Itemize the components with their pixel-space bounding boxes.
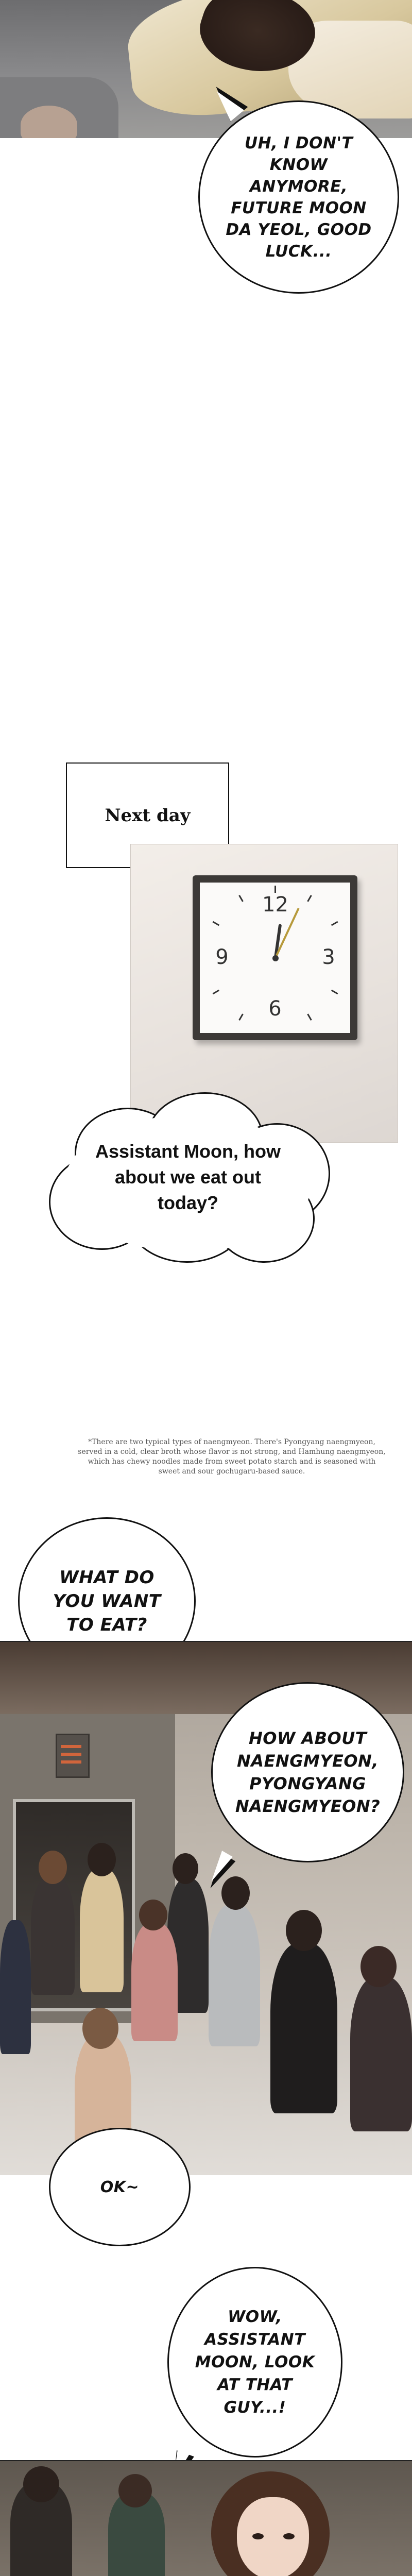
caption-text: Next day — [105, 805, 191, 826]
person-head — [118, 2474, 152, 2507]
thought-bubble-eat-out — [44, 1092, 332, 1262]
wall-sign — [56, 1734, 90, 1778]
person-head — [88, 1843, 116, 1876]
woman-face — [237, 2497, 309, 2576]
person-head — [360, 1946, 397, 1987]
clock-tick — [238, 895, 244, 902]
woman-eye — [252, 2533, 264, 2539]
bottom-panel-illustration — [0, 2460, 412, 2576]
woman-eye — [283, 2533, 295, 2539]
clock-tick — [307, 1013, 312, 1021]
bubble-text: HOW ABOUT NAENGMYEON, PYONGYANG NAENGMYEON? — [235, 1728, 381, 1816]
person-head — [173, 1853, 198, 1884]
person-figure — [350, 1977, 412, 2131]
person-figure — [131, 1923, 178, 2041]
clock-number-9: 9 — [215, 945, 229, 969]
clock-tick — [307, 895, 312, 902]
footnote-naengmyeon: *There are two typical types of naengmyeon. There's Pyongyang naengmyeon, served in a cold, clear broth whose flavor is not strong, and Hamhung naengmyeon, which has chewy noodles made from sweet potato starch and is seasoned with sweet and sour gochugaru-based sauce. — [78, 1438, 386, 1476]
person-figure — [80, 1869, 124, 1992]
speech-bubble-naengmyeon — [211, 1682, 404, 1862]
bubble-text: Assistant Moon, how about we eat out today? — [95, 1141, 281, 1213]
person-figure — [31, 1876, 75, 1995]
clock-number-12: 12 — [262, 893, 288, 917]
person-head — [39, 1851, 67, 1884]
person-figure — [0, 1920, 31, 2054]
bubble-text: WHAT DO YOU WANT TO EAT? — [53, 1567, 161, 1635]
clock-tick — [331, 990, 338, 995]
speech-bubble-ok — [49, 2128, 191, 2246]
wall-clock — [193, 875, 357, 1040]
person-figure — [209, 1905, 260, 2046]
clock-tick — [331, 921, 338, 926]
clock-tick — [238, 1013, 244, 1021]
sign-stripe — [61, 1760, 81, 1764]
person-head — [82, 2008, 118, 2049]
bubble-text: UH, I DON'T KNOW ANYMORE, FUTURE MOON DA YEOL, GOOD LUCK... — [226, 133, 372, 261]
person-head — [23, 2466, 59, 2502]
person-head — [221, 1876, 250, 1910]
sign-stripe — [61, 1745, 81, 1748]
clock-number-6: 6 — [268, 997, 282, 1021]
clock-face — [200, 883, 350, 1033]
bubble-text: WOW, ASSISTANT MOON, LOOK AT THAT GUY...! — [195, 2308, 315, 2417]
person-head — [286, 1910, 322, 1951]
speech-bubble-look-guy — [167, 2267, 342, 2458]
clock-center — [272, 955, 279, 961]
clock-tick — [213, 990, 220, 995]
speech-bubble-giving-up — [198, 100, 399, 294]
bubble-text: OK~ — [100, 2178, 140, 2196]
clock-number-3: 3 — [322, 945, 335, 969]
clock-tick — [213, 921, 220, 926]
clock-tick — [274, 886, 276, 893]
sign-stripe — [61, 1753, 81, 1756]
person-figure — [270, 1943, 337, 2113]
person-head — [139, 1900, 167, 1930]
